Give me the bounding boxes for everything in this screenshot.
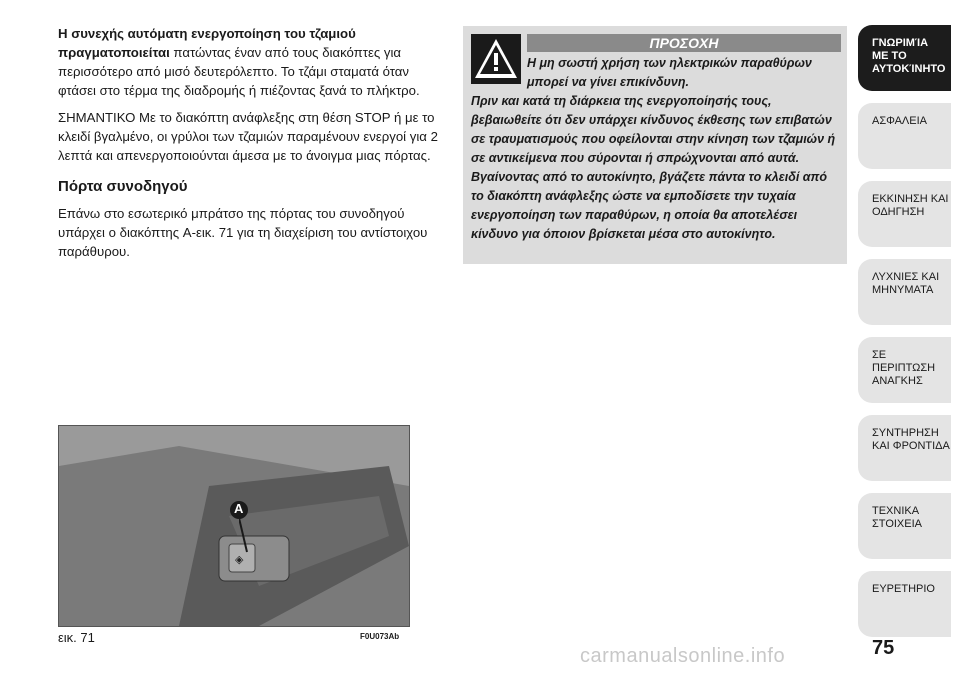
tab-label: ΣΕ ΠΕΡΙΠΤΩΣΗ ΑΝΑΓΚΗΣ	[872, 349, 936, 387]
warning-body-text: Πριν και κατά τη διάρκεια της ενεργοποίησής τους, βεβαιωθείτε ότι δεν υπάρχει κίνδυνος έκθεσης των επιβατών σε τραυματισμούς που οφείλονται στην κίνηση των τζαμιών ή σε αντικείμενα που σύρονται ή σπρώχνονται από αυτά. Βγαίνοντας από το αυτοκίνητο, βγάζετε πάντα το κλειδί από το διακόπτη ανάφλεξης ώστε να εμποδίσετε την τυχαία ενεργοποίηση των παραθύρων, η οποία θα αποτελέσει κίνδυνο για όποιον βρίσκεται μέσα στο αυτοκίνητο.	[471, 94, 836, 241]
tab-maintenance[interactable]	[858, 415, 951, 481]
tab-safety[interactable]	[858, 103, 951, 169]
tab-technical[interactable]	[858, 493, 951, 559]
paragraph-passenger-door: Επάνω στο εσωτερικό μπράτσο της πόρτας του συνοδηγού υπάρχει ο διακόπτης A-εικ. 71 για τη διαχείριση του αντίστοιχου παράθυρου.	[58, 206, 428, 259]
tab-emergency[interactable]	[858, 337, 951, 403]
watermark: carmanualsonline.info	[580, 645, 786, 667]
warning-lead-text: Η μη σωστή χρήση των ηλεκτρικών παραθύρων μπορεί να γίνει επικίνδυνη.	[527, 56, 812, 89]
door-switch-photo	[58, 425, 410, 627]
tab-label: ΓΝΩΡΙΜΊΑ ΜΕ ΤΟ ΑΥΤΟΚΊΝΗΤΟ	[872, 37, 946, 75]
body-text-column	[58, 24, 438, 269]
warning-box	[463, 26, 847, 264]
figure-code: F0U073Ab	[360, 632, 400, 641]
tab-lights-messages[interactable]	[858, 259, 951, 325]
tab-label: ΕΚΚΙΝΗΣΗ ΚΑΙ ΟΔΗΓΗΣΗ	[872, 193, 949, 218]
svg-text:◈: ◈	[235, 553, 244, 566]
tab-index[interactable]	[858, 571, 951, 637]
paragraph-text: πατώντας έναν από τους διακόπτες για περισσότερο από μισό δευτερόλεπτο. Το τζάμι σταματά όταν φτάσει στο τέρμα της διαδρομής ή πιέζοντας ξανά το πλήκτρο.	[58, 45, 420, 98]
tab-label: ΣΥΝΤΗΡΗΣΗ ΚΑΙ ΦΡΟΝΤΙΔΑ	[872, 427, 950, 452]
warning-title: ΠΡΟΣΟΧΗ	[527, 34, 841, 52]
figure-caption: εικ. 71	[58, 630, 95, 645]
tab-label: ΕΥΡΕΤΗΡΙΟ	[872, 583, 935, 595]
tab-label: ΤΕΧΝΙΚΑ ΣΤΟΙΧΕΙΑ	[872, 505, 922, 530]
tab-label: ΛΥΧΝΙΕΣ ΚΑΙ ΜΗΝΥΜΑΤΑ	[872, 271, 940, 296]
chapter-tabs	[858, 25, 960, 649]
section-heading: Πόρτα συνοδηγού	[58, 178, 188, 195]
warning-triangle-icon	[471, 34, 521, 84]
paragraph-important: ΣΗΜΑΝΤΙΚΟ Με το διακόπτη ανάφλεξης στη θέση STOP ή με το κλειδί βγαλμένο, οι γρύλοι των τζαμιών παραμένουν ενεργοί για 2 λεπτά και απενεργοποιούνται άμεσα με το άνοιγμα μιας πόρτας.	[58, 110, 438, 163]
tab-getting-to-know[interactable]	[858, 25, 951, 91]
callout-a-leader	[239, 518, 251, 558]
callout-a-label: A	[234, 501, 244, 516]
tab-starting-driving[interactable]	[858, 181, 951, 247]
tab-label: ΑΣΦΑΛΕΙΑ	[872, 115, 928, 127]
paragraph-auto-window	[58, 24, 438, 100]
paragraph-lead-bold: Η συνεχής αυτόματη ενεργοποίηση του τζαμιού πραγματοποιείται	[58, 26, 356, 60]
page-number: 75	[872, 637, 895, 659]
